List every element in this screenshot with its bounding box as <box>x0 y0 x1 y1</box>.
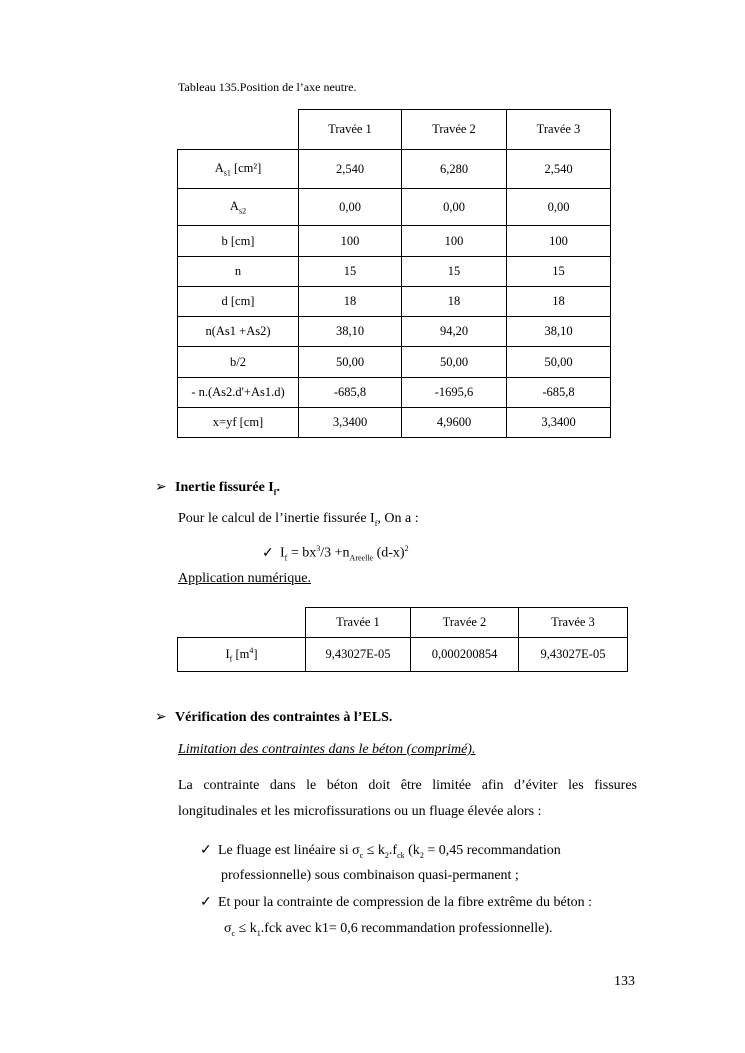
arrow-bullet-icon: ➢ <box>155 480 167 495</box>
checkmark-icon: ✓ <box>200 895 212 910</box>
table-cell: 9,43027E-05 <box>306 638 411 672</box>
column-header: Travée 1 <box>306 608 411 638</box>
row-label: $A_{s1}$ [cm²] <box>178 150 299 189</box>
column-header: Travée 2 <box>411 608 519 638</box>
inertia-intro: Pour le calcul de l’inertie fissurée $I_f$, On a : <box>178 511 419 528</box>
table-cell: 15 <box>402 257 507 287</box>
table-row <box>178 378 611 408</box>
column-header: Travée 2 <box>402 110 507 150</box>
table-cell: -1695,6 <box>402 378 507 408</box>
table-cell: 38,10 <box>299 317 402 347</box>
table-cell: 0,00 <box>299 189 402 226</box>
row-label: b/2 <box>178 347 299 378</box>
table-cell: 50,00 <box>299 347 402 378</box>
bullet-compression: ✓ Et pour la contrainte de compression de la fibre extrême du béton : <box>200 895 592 910</box>
table-header-row <box>178 608 628 638</box>
table-cell: 18 <box>299 287 402 317</box>
row-label: n <box>178 257 299 287</box>
bullet-creep-condition: ✓ Le fluage est linéaire si $\sigma_c \le k_2.f_{ck}$ ($k_2 = 0,45$ recommandation <box>200 843 561 860</box>
neutral-axis-table <box>177 109 611 438</box>
column-header: Travée 3 <box>507 110 611 150</box>
table-cell: 2,540 <box>299 150 402 189</box>
table-cell: 38,10 <box>507 317 611 347</box>
table-row <box>178 257 611 287</box>
table-cell: 15 <box>507 257 611 287</box>
cracked-inertia-table <box>177 607 628 672</box>
arrow-bullet-icon: ➢ <box>155 710 167 725</box>
table-header-row <box>178 110 611 150</box>
table-caption: Tableau 135.Position de l’axe neutre. <box>178 80 357 94</box>
table-cell: 94,20 <box>402 317 507 347</box>
compression-formula: $\sigma_c \le k_1.fck$ avec k1= 0,6 recommandation professionnelle). <box>224 921 553 938</box>
numerical-application-title: Application numérique. <box>178 571 311 586</box>
table-cell: 9,43027E-05 <box>519 638 628 672</box>
column-header: Travée 3 <box>519 608 628 638</box>
row-label: d [cm] <box>178 287 299 317</box>
row-label: - n.(As2.d'+As1.d) <box>178 378 299 408</box>
table-row <box>178 408 611 438</box>
table-cell: 100 <box>299 226 402 257</box>
table-row <box>178 189 611 226</box>
table-cell: -685,8 <box>507 378 611 408</box>
table-row <box>178 347 611 378</box>
paragraph-line: longitudinales et les microfissurations ou un fluage élevée alors : <box>178 804 542 819</box>
table-row <box>178 226 611 257</box>
table-row <box>178 287 611 317</box>
checkmark-icon: ✓ <box>262 545 274 561</box>
section-heading-inertia: ➢ Inertie fissurée $I_f$. <box>155 480 280 497</box>
table-cell: 0,00 <box>402 189 507 226</box>
concrete-limitation-subtitle: Limitation des contraintes dans le béton (comprimé). <box>178 742 476 757</box>
table-cell: 4,9600 <box>402 408 507 438</box>
section-heading-stress-check: ➢ Vérification des contraintes à l’ELS. <box>155 710 393 725</box>
page-number: 133 <box>614 974 635 989</box>
row-label: $I_f$ $[m^4]$ <box>178 638 306 672</box>
table-cell: 6,280 <box>402 150 507 189</box>
table-row <box>178 317 611 347</box>
table-cell: 15 <box>299 257 402 287</box>
table-cell: 18 <box>507 287 611 317</box>
table-cell: 50,00 <box>507 347 611 378</box>
row-label: n(As1 +As2) <box>178 317 299 347</box>
table-cell: 3,3400 <box>299 408 402 438</box>
table-cell: 3,3400 <box>507 408 611 438</box>
row-label: b [cm] <box>178 226 299 257</box>
row-label: x=yf [cm] <box>178 408 299 438</box>
table-cell: 2,540 <box>507 150 611 189</box>
table-cell: 0,000200854 <box>411 638 519 672</box>
inertia-formula: ✓ $I_f = bx^3/3 +n_{Areelle}$ $(d-x)^2$ <box>262 544 409 563</box>
table-cell: 50,00 <box>402 347 507 378</box>
column-header: Travée 1 <box>299 110 402 150</box>
table-cell: 100 <box>507 226 611 257</box>
table-cell: 18 <box>402 287 507 317</box>
bullet-continuation: professionnelle) sous combinaison quasi-permanent ; <box>221 868 519 883</box>
paragraph-line: La contrainte dans le béton doit être limitée afin d’éviter les fissures <box>178 778 637 793</box>
row-label: $A_{s2}$ <box>178 189 299 226</box>
table-row <box>178 638 628 672</box>
table-cell: 0,00 <box>507 189 611 226</box>
checkmark-icon: ✓ <box>200 843 212 858</box>
table-cell: -685,8 <box>299 378 402 408</box>
table-row <box>178 150 611 189</box>
table-cell: 100 <box>402 226 507 257</box>
